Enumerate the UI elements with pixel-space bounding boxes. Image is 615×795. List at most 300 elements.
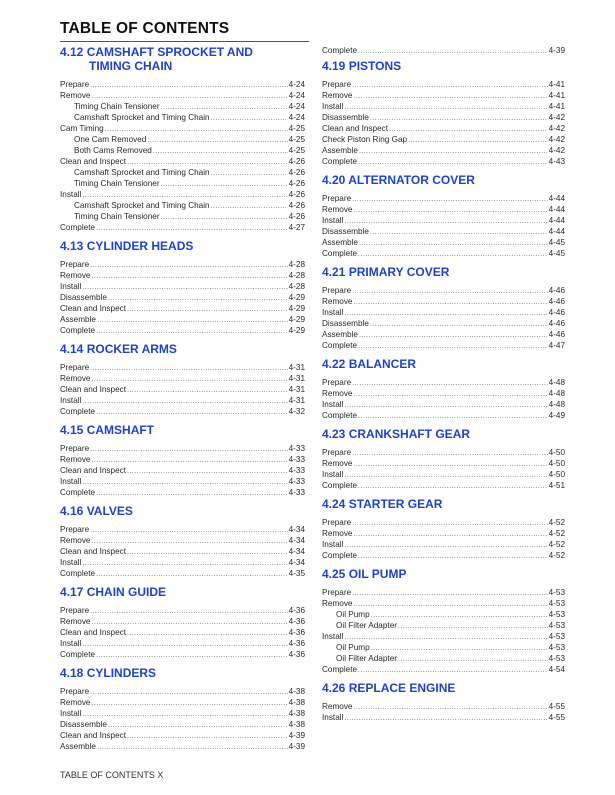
entry-page-number: 4-33: [288, 477, 305, 486]
entry-label: Oil Pump: [336, 643, 370, 652]
toc-entry[interactable]: [322, 90, 565, 101]
entry-label: Complete: [322, 411, 358, 420]
dot-leader: [97, 742, 288, 752]
entry-label: Install: [322, 216, 344, 225]
entry-page-number: 4-26: [288, 201, 305, 210]
entry-label: Clean and Inspect: [60, 547, 126, 556]
entry-page-number: 4-44: [548, 216, 565, 225]
toc-subentry[interactable]: [322, 653, 565, 664]
dot-leader: [90, 606, 287, 616]
entry-page-number: 4-52: [548, 529, 565, 538]
entry-label: Timing Chain Tensioner: [74, 102, 160, 111]
section-heading[interactable]: [60, 504, 305, 518]
entry-label: Oil Filter Adapter: [336, 621, 397, 630]
entry-label: Complete: [60, 407, 96, 416]
entry-label: Install: [60, 709, 82, 718]
toc-entry[interactable]: [60, 395, 305, 406]
entry-page-number: 4-31: [288, 363, 305, 372]
toc-entry[interactable]: [322, 296, 565, 307]
toc-entry[interactable]: [60, 476, 305, 487]
entry-label: Install: [322, 470, 344, 479]
section-heading-continued: TIMING CHAIN: [89, 59, 173, 73]
entry-page-number: 4-51: [548, 481, 565, 490]
dot-leader: [371, 643, 548, 653]
toc-entry[interactable]: [322, 469, 565, 480]
entry-label: Install: [60, 558, 82, 567]
toc-entry[interactable]: [322, 307, 565, 318]
title-divider: [60, 41, 309, 42]
toc-entry[interactable]: [60, 616, 305, 627]
entry-page-number: 4-34: [288, 547, 305, 556]
entry-page-number: 4-50: [548, 448, 565, 457]
dot-leader: [90, 80, 287, 90]
entry-label: Remove: [322, 459, 353, 468]
dot-leader: [153, 146, 288, 156]
toc-subentry[interactable]: [60, 134, 305, 145]
dot-leader: [359, 238, 548, 248]
dot-leader: [161, 212, 288, 222]
dot-leader: [127, 385, 288, 395]
entry-page-number: 4-52: [548, 540, 565, 549]
toc-column-right: [322, 45, 565, 723]
entry-page-number: 4-46: [548, 308, 565, 317]
entry-label: Prepare: [322, 80, 352, 89]
dot-leader: [96, 569, 288, 579]
entry-page-number: 4-48: [548, 400, 565, 409]
dot-leader: [82, 396, 287, 406]
entry-label: Prepare: [322, 378, 352, 387]
entry-label: Clean and Inspect: [322, 124, 388, 133]
entry-label: Remove: [60, 455, 91, 464]
dot-leader: [97, 315, 288, 325]
toc-entry[interactable]: [60, 557, 305, 568]
toc-entry[interactable]: [322, 631, 565, 642]
toc-entry[interactable]: [322, 377, 565, 388]
dot-leader: [370, 227, 548, 237]
entry-label: Prepare: [322, 448, 352, 457]
toc-entry[interactable]: [60, 697, 305, 708]
dot-leader: [82, 558, 287, 568]
dot-leader: [90, 363, 287, 373]
dot-leader: [344, 400, 547, 410]
entry-label: Prepare: [60, 687, 90, 696]
toc-entry[interactable]: [60, 638, 305, 649]
toc-entry[interactable]: [322, 329, 565, 340]
dot-leader: [354, 459, 548, 469]
dot-leader: [354, 599, 548, 609]
entry-label: Timing Chain Tensioner: [74, 212, 160, 221]
toc-entry[interactable]: [60, 384, 305, 395]
toc-entry[interactable]: [322, 340, 565, 351]
toc-entry[interactable]: [60, 535, 305, 546]
dot-leader: [344, 216, 547, 226]
entry-page-number: 4-33: [288, 488, 305, 497]
toc-entry[interactable]: [322, 226, 565, 237]
entry-page-number: 4-33: [288, 444, 305, 453]
entry-page-number: 4-39: [288, 742, 305, 751]
entry-label: Camshaft Sprocket and Timing Chain: [74, 168, 210, 177]
entry-page-number: 4-41: [548, 80, 565, 89]
entry-page-number: 4-45: [548, 238, 565, 247]
entry-page-number: 4-42: [548, 146, 565, 155]
entry-page-number: 4-53: [548, 654, 565, 663]
dot-leader: [358, 157, 548, 167]
toc-entry[interactable]: [322, 215, 565, 226]
dot-leader: [82, 477, 287, 487]
toc-entry[interactable]: [60, 406, 305, 417]
entry-label: Disassemble: [60, 720, 107, 729]
entry-label: Install: [60, 190, 82, 199]
toc-entry[interactable]: [60, 123, 305, 134]
entry-page-number: 4-24: [288, 113, 305, 122]
dot-leader: [398, 654, 548, 664]
toc-entry[interactable]: [322, 598, 565, 609]
section-heading-text: 4.19 PISTONS: [322, 59, 402, 73]
toc-section-4-24: [322, 497, 565, 561]
toc-entry[interactable]: [322, 458, 565, 469]
toc-entry[interactable]: [60, 487, 305, 498]
dot-leader: [354, 91, 548, 101]
toc-entry[interactable]: [60, 156, 305, 167]
toc-section-4-15: [60, 423, 305, 498]
toc-entry[interactable]: [322, 539, 565, 550]
toc-entry[interactable]: [322, 410, 565, 421]
entry-page-number: 4-55: [548, 702, 565, 711]
toc-entry[interactable]: [60, 303, 305, 314]
toc-section-4-14: [60, 342, 305, 417]
toc-entry[interactable]: [60, 649, 305, 660]
entry-label: Prepare: [322, 518, 352, 527]
dot-leader: [92, 91, 288, 101]
section-heading[interactable]: [60, 239, 305, 253]
dot-leader: [92, 374, 288, 384]
dot-leader: [105, 124, 288, 134]
entry-page-number: 4-26: [288, 157, 305, 166]
section-heading[interactable]: [60, 342, 305, 356]
entry-label: Complete: [60, 223, 96, 232]
entry-page-number: 4-31: [288, 374, 305, 383]
toc-entry[interactable]: [322, 248, 565, 259]
dot-leader: [82, 639, 287, 649]
toc-subentry[interactable]: [60, 167, 305, 178]
dot-leader: [127, 304, 288, 314]
dot-leader: [370, 319, 548, 329]
entry-label: Install: [60, 639, 82, 648]
entry-label: Clean and Inspect: [60, 731, 126, 740]
toc-entry[interactable]: [322, 528, 565, 539]
dot-leader: [354, 702, 548, 712]
toc-entry[interactable]: [60, 686, 305, 697]
toc-subentry[interactable]: [60, 112, 305, 123]
entry-label: Install: [60, 396, 82, 405]
entry-page-number: 4-25: [288, 124, 305, 133]
dot-leader: [82, 709, 287, 719]
entry-page-number: 4-50: [548, 459, 565, 468]
toc-entry[interactable]: [322, 388, 565, 399]
entry-label: Prepare: [322, 194, 352, 203]
toc-entry[interactable]: [60, 314, 305, 325]
section-heading[interactable]: [322, 567, 565, 581]
dot-leader: [127, 466, 288, 476]
toc-entry[interactable]: [60, 362, 305, 373]
entry-page-number: 4-48: [548, 378, 565, 387]
entry-label: Assemble: [322, 238, 358, 247]
toc-entry[interactable]: [322, 285, 565, 296]
entry-label: Remove: [322, 702, 353, 711]
dot-leader: [358, 341, 548, 351]
entry-label: One Cam Removed: [74, 135, 147, 144]
entry-label: Clean and Inspect: [60, 466, 126, 475]
entry-label: Disassemble: [322, 319, 369, 328]
toc-entry[interactable]: [60, 90, 305, 101]
entry-label: Install: [60, 282, 82, 291]
entry-label: Complete: [60, 650, 96, 659]
entry-label: Prepare: [60, 606, 90, 615]
dot-leader: [358, 411, 548, 421]
toc-entry[interactable]: [60, 189, 305, 200]
entry-label: Complete: [60, 569, 96, 578]
dot-leader: [358, 665, 548, 675]
entry-label: Remove: [60, 617, 91, 626]
section-heading[interactable]: [60, 45, 305, 73]
dot-leader: [354, 297, 548, 307]
section-heading[interactable]: [322, 357, 565, 371]
toc-subentry[interactable]: [60, 145, 305, 156]
toc-entry[interactable]: [60, 443, 305, 454]
toc-entry[interactable]: [60, 708, 305, 719]
entry-label: Remove: [322, 91, 353, 100]
entry-page-number: 4-34: [288, 525, 305, 534]
dot-leader: [96, 650, 288, 660]
toc-entry[interactable]: [322, 45, 565, 56]
toc-entry[interactable]: [322, 399, 565, 410]
toc-subentry[interactable]: [322, 642, 565, 653]
entry-label: Complete: [322, 46, 358, 55]
toc-entry[interactable]: [322, 664, 565, 675]
entry-label: Prepare: [60, 80, 90, 89]
entry-page-number: 4-36: [288, 628, 305, 637]
dot-leader: [92, 536, 288, 546]
toc-entry[interactable]: [322, 701, 565, 712]
toc-section-4-18-cont: [322, 45, 565, 56]
entry-page-number: 4-46: [548, 297, 565, 306]
dot-leader: [211, 113, 288, 123]
toc-entry[interactable]: [60, 259, 305, 270]
toc-entry[interactable]: [60, 270, 305, 281]
section-heading[interactable]: [60, 423, 305, 437]
toc-section-4-18: [60, 666, 305, 752]
entry-page-number: 4-48: [548, 389, 565, 398]
toc-entry[interactable]: [60, 568, 305, 579]
section-heading-text: 4.23 CRANKSHAFT GEAR: [322, 427, 471, 441]
toc-entry[interactable]: [322, 156, 565, 167]
entry-page-number: 4-45: [548, 249, 565, 258]
page-title: TABLE OF CONTENTS: [60, 20, 230, 37]
toc-entry[interactable]: [322, 101, 565, 112]
dot-leader: [90, 444, 287, 454]
toc-entry[interactable]: [60, 292, 305, 303]
section-heading[interactable]: [322, 59, 565, 73]
toc-entry[interactable]: [322, 237, 565, 248]
toc-entry[interactable]: [322, 517, 565, 528]
entry-page-number: 4-29: [288, 304, 305, 313]
toc-entry[interactable]: [322, 112, 565, 123]
entry-label: Prepare: [60, 260, 90, 269]
section-heading-text: 4.26 REPLACE ENGINE: [322, 681, 456, 695]
dot-leader: [82, 282, 287, 292]
toc-section-4-26: [322, 681, 565, 723]
entry-page-number: 4-35: [288, 569, 305, 578]
section-heading[interactable]: [322, 497, 565, 511]
entry-label: Complete: [322, 157, 358, 166]
toc-entry[interactable]: [322, 318, 565, 329]
entry-page-number: 4-34: [288, 536, 305, 545]
entry-page-number: 4-38: [288, 698, 305, 707]
entry-page-number: 4-41: [548, 91, 565, 100]
toc-subentry[interactable]: [60, 178, 305, 189]
toc-entry[interactable]: [322, 193, 565, 204]
toc-entry[interactable]: [60, 454, 305, 465]
toc-entry[interactable]: [322, 712, 565, 723]
entry-label: Assemble: [60, 315, 96, 324]
toc-entry[interactable]: [322, 79, 565, 90]
toc-entry[interactable]: [322, 447, 565, 458]
dot-leader: [96, 488, 288, 498]
toc-entry[interactable]: [60, 524, 305, 535]
entry-label: Install: [322, 102, 344, 111]
toc-entry[interactable]: [322, 587, 565, 598]
toc-entry[interactable]: [60, 222, 305, 233]
toc-section-4-23: [322, 427, 565, 491]
entry-page-number: 4-39: [288, 731, 305, 740]
entry-page-number: 4-24: [288, 91, 305, 100]
entry-label: Install: [322, 400, 344, 409]
entry-page-number: 4-38: [288, 720, 305, 729]
toc-entry[interactable]: [60, 730, 305, 741]
entry-label: Remove: [60, 271, 91, 280]
toc-entry[interactable]: [60, 627, 305, 638]
entry-label: Cam Timing: [60, 124, 104, 133]
dot-leader: [161, 179, 288, 189]
dot-leader: [127, 731, 288, 741]
section-heading[interactable]: [60, 666, 305, 680]
toc-entry[interactable]: [60, 719, 305, 730]
toc-entry[interactable]: [322, 480, 565, 491]
entry-page-number: 4-55: [548, 713, 565, 722]
section-heading-text: 4.24 STARTER GEAR: [322, 497, 443, 511]
entry-page-number: 4-26: [288, 179, 305, 188]
toc-section-4-16: [60, 504, 305, 579]
section-heading[interactable]: [322, 173, 565, 187]
section-heading[interactable]: [322, 681, 565, 695]
entry-label: Complete: [322, 481, 358, 490]
entry-label: Timing Chain Tensioner: [74, 179, 160, 188]
toc-subentry[interactable]: [60, 200, 305, 211]
dot-leader: [354, 205, 548, 215]
toc-entry[interactable]: [60, 465, 305, 476]
entry-label: Disassemble: [60, 293, 107, 302]
entry-page-number: 4-52: [548, 551, 565, 560]
entry-page-number: 4-39: [548, 46, 565, 55]
section-heading-text: 4.22 BALANCER: [322, 357, 417, 371]
entry-label: Oil Filter Adapter: [336, 654, 397, 663]
dot-leader: [127, 628, 288, 638]
dot-leader: [344, 632, 547, 642]
entry-label: Complete: [322, 665, 358, 674]
entry-label: Disassemble: [322, 113, 369, 122]
dot-leader: [358, 481, 548, 491]
toc-section-4-17: [60, 585, 305, 660]
dot-leader: [90, 525, 287, 535]
entry-page-number: 4-25: [288, 146, 305, 155]
dot-leader: [108, 720, 288, 730]
section-heading[interactable]: [322, 265, 565, 279]
section-heading[interactable]: [322, 427, 565, 441]
toc-subentry[interactable]: [60, 101, 305, 112]
toc-entry[interactable]: [322, 123, 565, 134]
entry-label: Install: [322, 540, 344, 549]
entry-page-number: 4-28: [288, 271, 305, 280]
toc-subentry[interactable]: [322, 609, 565, 620]
entry-page-number: 4-29: [288, 315, 305, 324]
entry-page-number: 4-44: [548, 194, 565, 203]
toc-entry[interactable]: [322, 550, 565, 561]
entry-label: Install: [322, 713, 344, 722]
dot-leader: [211, 168, 288, 178]
dot-leader: [92, 455, 288, 465]
dot-leader: [352, 194, 547, 204]
entry-page-number: 4-26: [288, 190, 305, 199]
entry-label: Prepare: [60, 525, 90, 534]
entry-page-number: 4-24: [288, 80, 305, 89]
section-heading[interactable]: [60, 585, 305, 599]
toc-entry[interactable]: [322, 145, 565, 156]
dot-leader: [127, 547, 288, 557]
entry-page-number: 4-38: [288, 687, 305, 696]
dot-leader: [352, 286, 547, 296]
toc-section-4-20: [322, 173, 565, 259]
toc-entry[interactable]: [60, 741, 305, 752]
toc-entry[interactable]: [60, 325, 305, 336]
entry-label: Assemble: [60, 742, 96, 751]
dot-leader: [90, 260, 287, 270]
entry-page-number: 4-43: [548, 157, 565, 166]
toc-subentry[interactable]: [60, 211, 305, 222]
toc-entry[interactable]: [60, 79, 305, 90]
entry-page-number: 4-29: [288, 293, 305, 302]
toc-entry[interactable]: [322, 204, 565, 215]
entry-page-number: 4-27: [288, 223, 305, 232]
toc-entry[interactable]: [60, 605, 305, 616]
toc-entry[interactable]: [60, 281, 305, 292]
entry-page-number: 4-24: [288, 102, 305, 111]
dot-leader: [96, 223, 288, 233]
toc-entry[interactable]: [322, 134, 565, 145]
entry-page-number: 4-26: [288, 212, 305, 221]
entry-page-number: 4-46: [548, 286, 565, 295]
entry-label: Disassemble: [322, 227, 369, 236]
entry-label: Camshaft Sprocket and Timing Chain: [74, 113, 210, 122]
section-heading-text: 4.17 CHAIN GUIDE: [60, 585, 167, 599]
dot-leader: [92, 698, 288, 708]
entry-page-number: 4-53: [548, 599, 565, 608]
toc-entry[interactable]: [60, 546, 305, 557]
toc-subentry[interactable]: [322, 620, 565, 631]
toc-entry[interactable]: [60, 373, 305, 384]
entry-label: Remove: [322, 529, 353, 538]
entry-label: Remove: [322, 297, 353, 306]
toc-section-4-13: [60, 239, 305, 336]
